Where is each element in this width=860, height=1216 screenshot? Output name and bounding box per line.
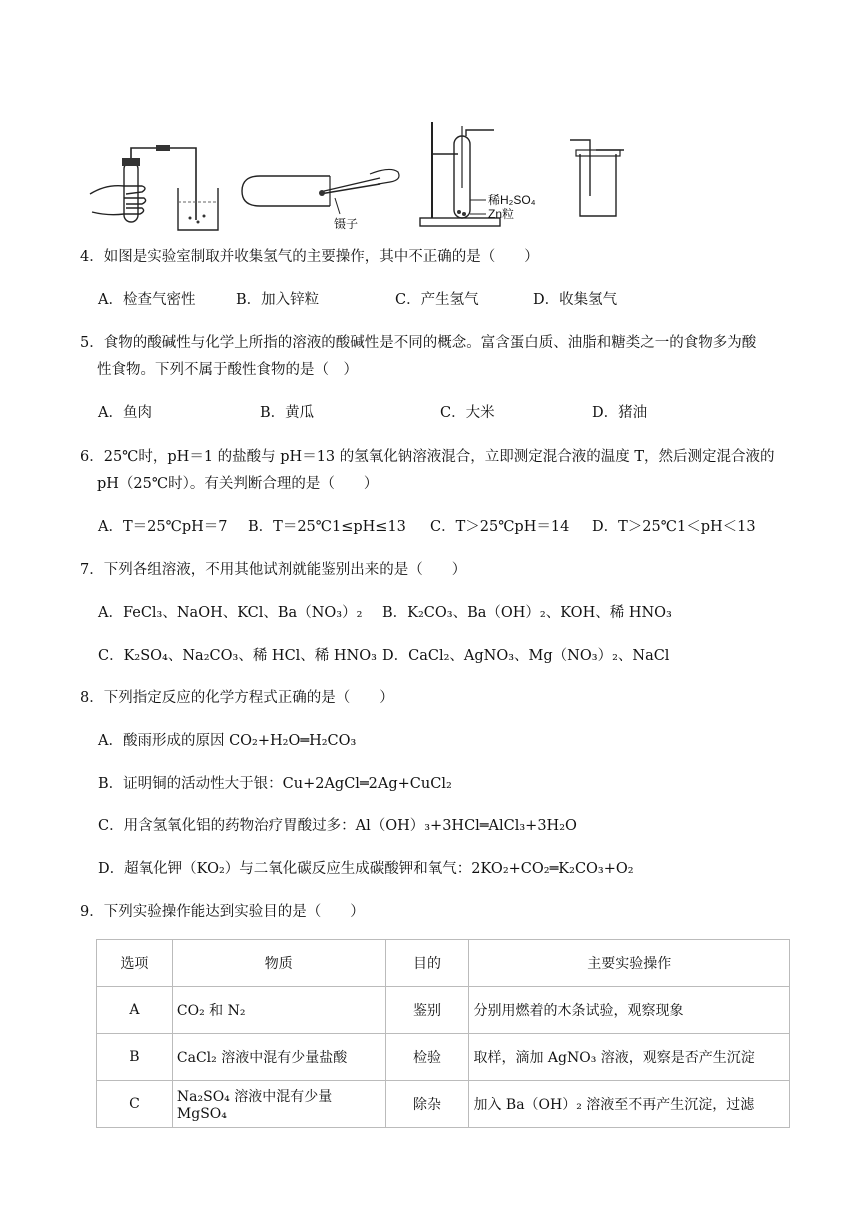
table-row <box>97 1081 790 1128</box>
q4-option-b: B．加入锌粒 <box>236 292 320 308</box>
produce-hydrogen-figure <box>414 118 554 232</box>
row-b-purpose: 检验 <box>385 1034 469 1081</box>
question-4-stem: 4．如图是实验室制取并收集氢气的主要操作，其中不正确的是（ ） <box>80 249 539 265</box>
q8-option-a: A．酸雨形成的原因 CO₂+H₂O═H₂CO₃ <box>98 733 357 749</box>
q8-option-c: C．用含氢氧化铝的药物治疗胃酸过多：Al（OH）₃+3HCl═AlCl₃+3H₂O <box>98 818 577 834</box>
row-c-operation: 加入 Ba（OH）₂ 溶液至不再产生沉淀，过滤 <box>469 1081 790 1128</box>
row-c-option: C <box>97 1081 173 1128</box>
header-substance: 物质 <box>172 940 385 987</box>
question-9-stem: 9．下列实验操作能达到实验目的是（ ） <box>80 904 365 920</box>
q6-option-a: A．T＝25℃pH＝7 <box>98 519 228 535</box>
q7-option-b: B．K₂CO₃、Ba（OH）₂、KOH、稀 HNO₃ <box>382 605 672 621</box>
q7-option-c: C．K₂SO₄、Na₂CO₃、稀 HCl、稀 HNO₃ <box>98 648 377 664</box>
question-6-stem-line1: 6．25℃时，pH＝1 的盐酸与 pH＝13 的氢氧化钠溶液混合，立即测定混合液的温度 T，然后测定混合液的 <box>80 449 775 465</box>
row-b-substance: CaCl₂ 溶液中混有少量盐酸 <box>172 1034 385 1081</box>
header-purpose: 目的 <box>385 940 469 987</box>
question-5-stem-line1: 5．食物的酸碱性与化学上所指的溶液的酸碱性是不同的概念。富含蛋白质、油脂和糖类之一的食物多为酸 <box>80 335 757 351</box>
header-option: 选项 <box>97 940 173 987</box>
row-a-option: A <box>97 987 173 1034</box>
question-6-stem-line2: pH（25℃时）。有关判断合理的是（ ） <box>97 476 379 492</box>
table-header-row <box>97 940 790 987</box>
header-operation: 主要实验操作 <box>469 940 790 987</box>
q4-option-a: A．检查气密性 <box>98 292 196 308</box>
dilute-acid-label: 稀H₂SO₄ <box>488 193 536 207</box>
row-a-purpose: 鉴别 <box>385 987 469 1034</box>
apparatus-figures <box>80 112 640 232</box>
q7-option-d: D．CaCl₂、AgNO₃、Mg（NO₃）₂、NaCl <box>382 648 670 664</box>
table-row <box>97 987 790 1034</box>
q8-option-d: D．超氧化钾（KO₂）与二氧化碳反应生成碳酸钾和氧气：2KO₂+CO₂═K₂CO₃+O₂ <box>98 861 634 877</box>
q8-option-b: B．证明铜的活动性大于银：Cu+2AgCl═2Ag+CuCl₂ <box>98 776 452 792</box>
zinc-granules-label: Zn粒 <box>488 207 515 221</box>
question-5-stem-line2: 性食物。下列不属于酸性食物的是（ ） <box>97 362 358 378</box>
question-7-stem: 7．下列各组溶液，不用其他试剂就能鉴别出来的是（ ） <box>80 562 467 578</box>
table-row <box>97 1034 790 1081</box>
row-c-substance: Na₂SO₄ 溶液中混有少量 MgSO₄ <box>172 1081 385 1128</box>
q6-option-d: D．T＞25℃1＜pH＜13 <box>592 519 756 535</box>
q4-option-c: C．产生氢气 <box>395 292 479 308</box>
q6-option-c: C．T＞25℃pH＝14 <box>430 519 570 535</box>
q5-option-b: B．黄瓜 <box>260 405 315 421</box>
collect-hydrogen-figure <box>570 136 630 226</box>
q6-option-b: B．T＝25℃1≤pH≤13 <box>248 519 406 535</box>
row-a-substance: CO₂ 和 N₂ <box>172 987 385 1034</box>
q5-option-d: D．猪油 <box>592 405 648 421</box>
row-a-operation: 分别用燃着的木条试验，观察现象 <box>469 987 790 1034</box>
q7-option-a: A．FeCl₃、NaOH、KCl、Ba（NO₃）₂ <box>98 605 363 621</box>
add-zinc-figure <box>240 162 410 232</box>
row-b-operation: 取样，滴加 AgNO₃ 溶液，观察是否产生沉淀 <box>469 1034 790 1081</box>
q4-option-d: D．收集氢气 <box>533 292 618 308</box>
airtightness-check-figure <box>86 140 236 232</box>
row-c-purpose: 除杂 <box>385 1081 469 1128</box>
experiment-table <box>96 939 790 1128</box>
q5-option-a: A．鱼肉 <box>98 405 152 421</box>
question-8-stem: 8．下列指定反应的化学方程式正确的是（ ） <box>80 690 394 706</box>
row-b-option: B <box>97 1034 173 1081</box>
tweezers-label: 镊子 <box>334 217 359 231</box>
q5-option-c: C．大米 <box>440 405 495 421</box>
